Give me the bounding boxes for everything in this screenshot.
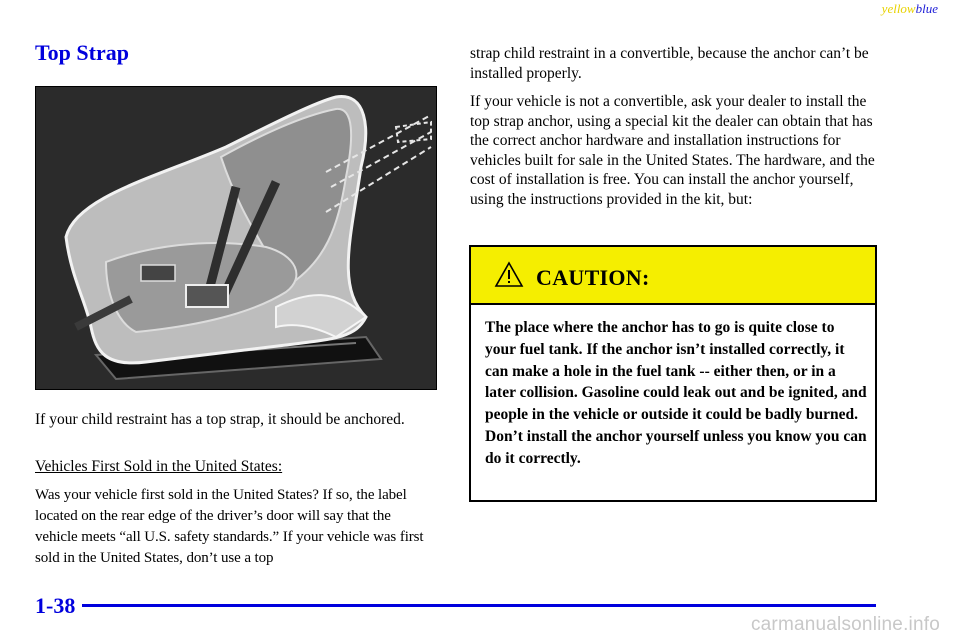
first-sold-paragraph: Was your vehicle first sold in the United States? If so, the label located on the rear edge of the driver’s door will say that the vehicle meets “all U.S. safety standards.” If your vehicle was first sold in the United States, don’t use a top (35, 487, 424, 566)
warning-triangle-icon (494, 261, 524, 288)
footer-rule (82, 604, 876, 607)
dealer-install-paragraph: If your vehicle is not a convertible, ask your dealer to install the top strap anchor, using a special kit the dealer can obtain that has the correct anchor hardware and installation instructions for vehicles built for sale in the United States. The hardware, and the cost of installation is free. You can install the anchor yourself, using the instructions provided in the kit, but: (470, 93, 875, 208)
convertible-paragraph: strap child restraint in a convertible, because the anchor can’t be installed properly. (470, 45, 869, 82)
color-tag-blue: blue (915, 1, 938, 16)
color-tag (882, 1, 938, 17)
caution-title: CAUTION: (536, 265, 650, 290)
child-seat-illustration (35, 86, 437, 390)
caution-box (469, 245, 877, 502)
section-title: Top Strap (35, 40, 129, 65)
color-tag-yellow: yellow (881, 1, 916, 16)
page-number: 1-38 (35, 593, 76, 618)
intro-paragraph: If your child restraint has a top strap, it should be anchored. (35, 411, 405, 428)
watermark: carmanualsonline.info (750, 614, 940, 635)
caution-header (471, 247, 875, 305)
subheading-first-sold-us: Vehicles First Sold in the United States: (35, 458, 283, 475)
caution-text: The place where the anchor has to go is quite close to your fuel tank. If the anchor isn’t installed correctly, it can make a hole in the fuel tank -- either then, or in a later collision. Gasoline could leak out and be ignited, and people in the vehicle or outside it could be badly burned. Don’t install the anchor yourself unless you know you can do it correctly. (485, 319, 867, 467)
